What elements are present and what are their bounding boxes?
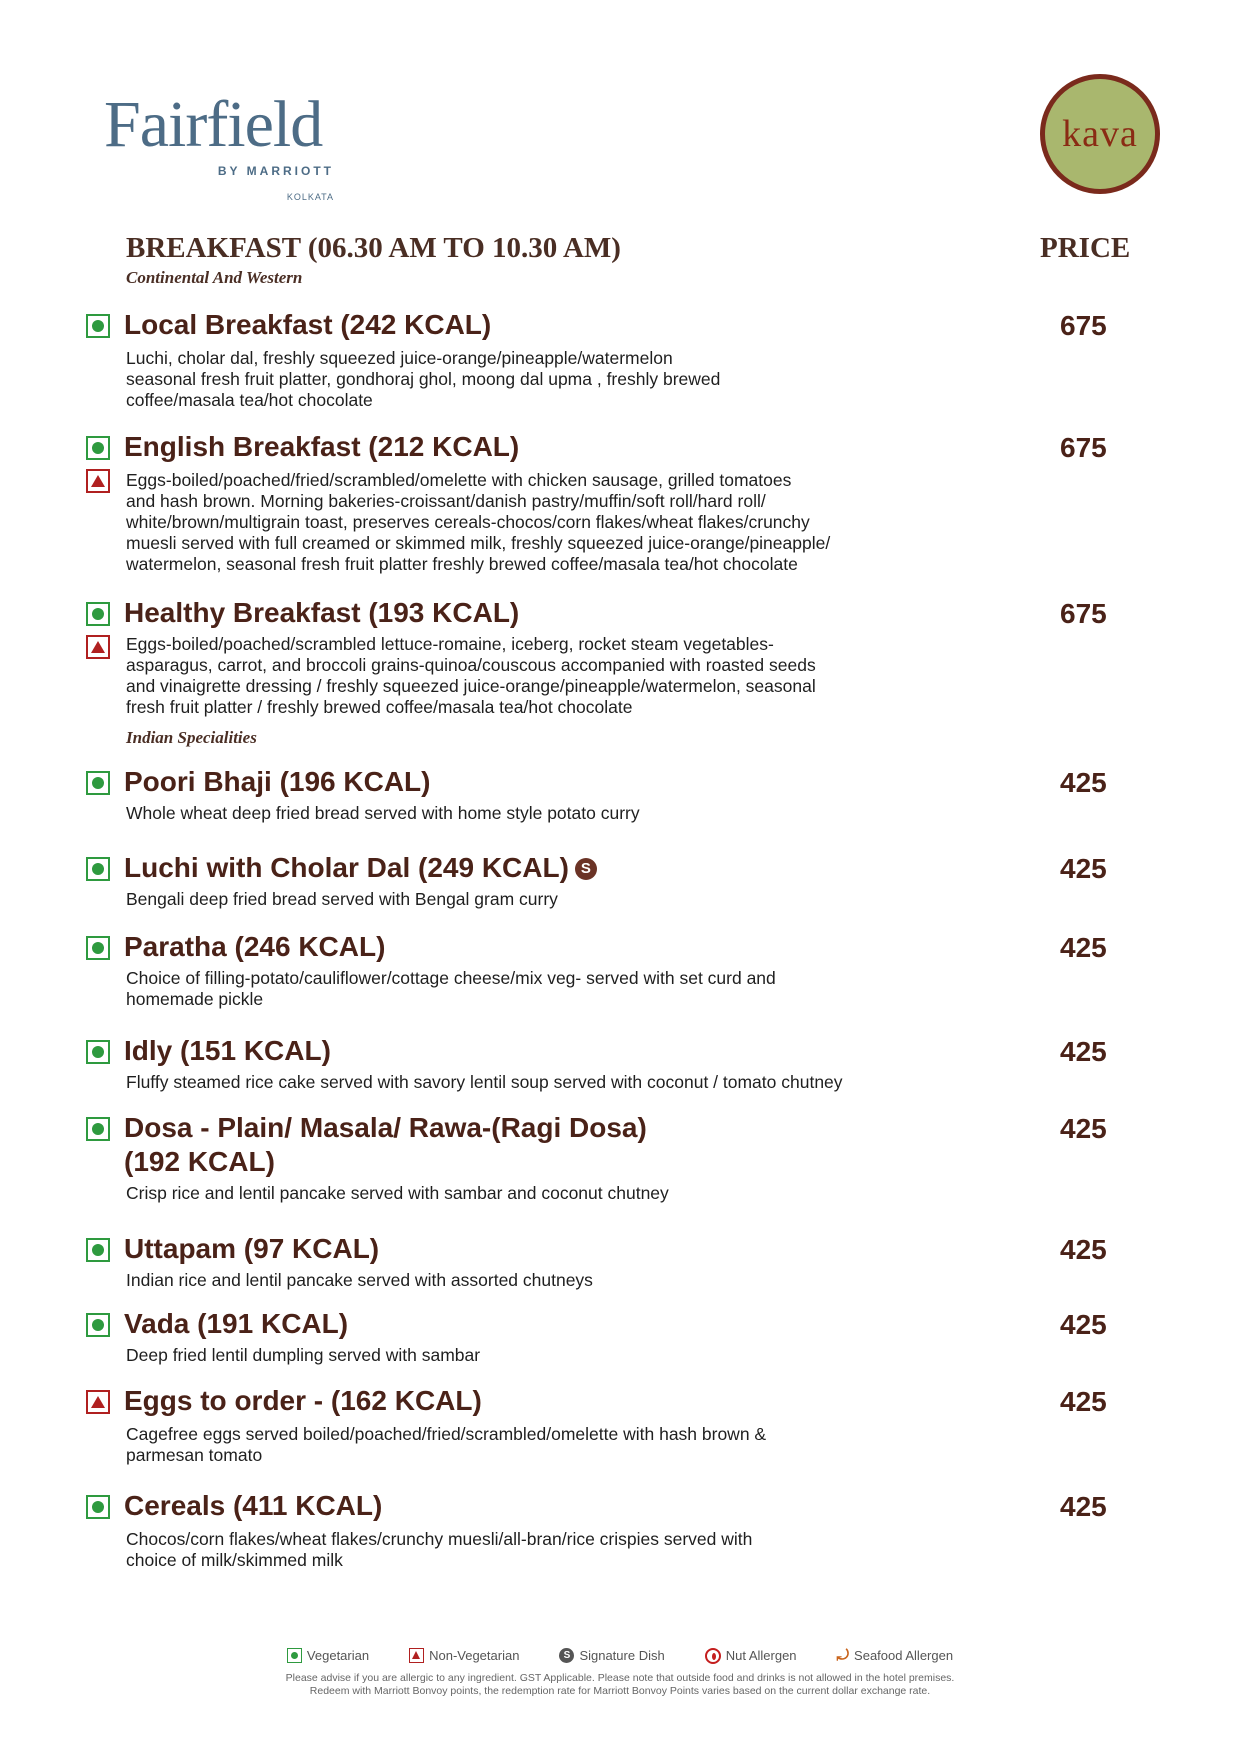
vegetarian-icon — [86, 857, 110, 881]
item-description: Luchi, cholar dal, freshly squeezed juice-orange/pineapple/watermelon seasonal fresh fruit platter, gondhoraj ghol, moong dal upma , freshly brewed coffee/masala tea/hot chocolate — [126, 348, 721, 410]
vegetarian-icon — [86, 1495, 110, 1519]
vegetarian-icon — [86, 771, 110, 795]
legend-nut — [705, 1647, 797, 1664]
non-vegetarian-icon — [86, 635, 110, 659]
fairfield-logo — [104, 88, 344, 202]
item-price: 675 — [1060, 598, 1107, 629]
item-name: Dosa - Plain/ Masala/ Rawa-(Ragi Dosa) (192 KCAL) — [124, 1112, 647, 1177]
brand-sub: BY MARRIOTT — [217, 164, 334, 178]
vegetarian-icon — [86, 314, 110, 338]
item-description: Chocos/corn flakes/wheat flakes/crunchy muesli/all-bran/rice crispies served with choice of milk/skimmed milk — [126, 1529, 753, 1570]
item-name: Local Breakfast (242 KCAL) — [124, 309, 492, 340]
item-description: Choice of filling-potato/cauliflower/cottage cheese/mix veg- served with set curd and homemade pickle — [126, 968, 776, 1009]
footer-note-1: Please advise if you are allergic to any ingredient. GST Applicable. Please note that outside food and drinks is not allowed in the hotel premises. — [285, 1672, 955, 1684]
non-vegetarian-icon — [409, 1648, 424, 1663]
item-price: 425 — [1060, 1491, 1107, 1522]
subheading-continental: Continental And Western — [126, 268, 303, 287]
item-name: Idly (151 KCAL) — [124, 1035, 331, 1066]
legend-nonveg-label: Non-Vegetarian — [429, 1648, 520, 1663]
item-price: 425 — [1060, 932, 1107, 963]
item-description: Crisp rice and lentil pancake served with sambar and coconut chutney — [126, 1183, 669, 1203]
kava-logo — [1040, 74, 1160, 194]
item-price: 425 — [1060, 1036, 1107, 1067]
legend-nut-label: Nut Allergen — [725, 1648, 797, 1663]
vegetarian-icon — [86, 602, 110, 626]
item-name: Paratha (246 KCAL) — [124, 931, 386, 962]
item-price: 425 — [1060, 853, 1107, 884]
item-description: Indian rice and lentil pancake served with assorted chutneys — [126, 1270, 593, 1290]
item-name: Poori Bhaji (196 KCAL) — [124, 766, 431, 797]
item-price: 675 — [1060, 432, 1107, 463]
legend-veg-label: Vegetarian — [306, 1648, 370, 1663]
price-header: PRICE — [1040, 232, 1131, 264]
legend — [0, 1647, 1240, 1664]
brand-name: Fairfield — [104, 88, 323, 161]
item-description: Deep fried lentil dumpling served with sambar — [126, 1345, 481, 1365]
item-name: Healthy Breakfast (193 KCAL) — [124, 597, 520, 628]
legend-signature-label: Signature Dish — [579, 1648, 665, 1663]
vegetarian-icon — [86, 936, 110, 960]
legend-seafood — [837, 1647, 954, 1664]
signature-dish-icon: S — [575, 858, 597, 880]
item-name: Uttapam (97 KCAL) — [124, 1233, 380, 1264]
signature-dish-icon: S — [559, 1648, 574, 1663]
non-vegetarian-icon — [86, 469, 110, 493]
legend-signature — [559, 1647, 664, 1664]
item-name: English Breakfast (212 KCAL) — [124, 431, 520, 462]
non-vegetarian-icon — [86, 1390, 110, 1414]
section-title: BREAKFAST (06.30 AM TO 10.30 AM) — [126, 232, 621, 264]
item-name: Vada (191 KCAL) — [124, 1308, 349, 1339]
item-price: 675 — [1060, 310, 1107, 341]
legend-seafood-label: Seafood Allergen — [854, 1648, 954, 1663]
legend-nonveg — [409, 1647, 519, 1664]
item-description: Bengali deep fried bread served with Bengal gram curry — [126, 889, 558, 909]
item-description: Fluffy steamed rice cake served with savory lentil soup served with coconut / tomato chutney — [126, 1072, 843, 1092]
item-description: Whole wheat deep fried bread served with home style potato curry — [126, 803, 640, 823]
item-price: 425 — [1060, 1386, 1107, 1417]
legend-veg — [287, 1647, 369, 1664]
item-price: 425 — [1060, 1113, 1107, 1144]
nut-allergen-icon — [705, 1648, 721, 1664]
item-name: Luchi with Cholar Dal (249 KCAL) S — [124, 851, 764, 885]
item-description: Eggs-boiled/poached/fried/scrambled/omelette with chicken sausage, grilled tomatoes and hash brown. Morning bakeries-croissant/danish pastry/muffin/soft roll/hard roll/ white/brown/multigrain toast, preserves cereals-chocos/corn flakes/wheat flakes/crunchy muesli served with full creamed or skimmed milk, freshly squeezed juice-orange/pineapple/ watermelon, seasonal fresh fruit platter freshly brewed coffee/masala tea/hot chocolate — [126, 470, 831, 574]
vegetarian-icon — [86, 436, 110, 460]
seafood-allergen-icon: ⤾ — [836, 1647, 850, 1664]
brand-city: KOLKATA — [286, 192, 334, 202]
kava-logo-text: kava — [1062, 113, 1138, 155]
vegetarian-icon — [86, 1238, 110, 1262]
item-name: Cereals (411 KCAL) — [124, 1490, 383, 1521]
item-price: 425 — [1060, 1234, 1107, 1265]
item-description: Eggs-boiled/poached/scrambled lettuce-romaine, iceberg, rocket steam vegetables- asparagus, carrot, and broccoli grains-quinoa/couscous accompanied with roasted seeds and vinaigrette dressing / freshly squeezed juice-orange/pineapple/watermelon, seasonal fresh fruit platter / freshly brewed coffee/masala tea/hot chocolate — [126, 634, 816, 717]
item-description: Cagefree eggs served boiled/poached/fried/scrambled/omelette with hash brown & parmesan tomato — [126, 1424, 767, 1465]
footer-note-2: Redeem with Marriott Bonvoy points, the redemption rate for Marriott Bonvoy Points varies based on the current dollar exchange rate. — [309, 1685, 931, 1697]
item-price: 425 — [1060, 1309, 1107, 1340]
vegetarian-icon — [86, 1117, 110, 1141]
item-name: Eggs to order - (162 KCAL) — [124, 1385, 482, 1416]
vegetarian-icon — [287, 1648, 302, 1663]
vegetarian-icon — [86, 1313, 110, 1337]
item-price: 425 — [1060, 767, 1107, 798]
subheading-indian: Indian Specialities — [126, 728, 257, 747]
vegetarian-icon — [86, 1040, 110, 1064]
